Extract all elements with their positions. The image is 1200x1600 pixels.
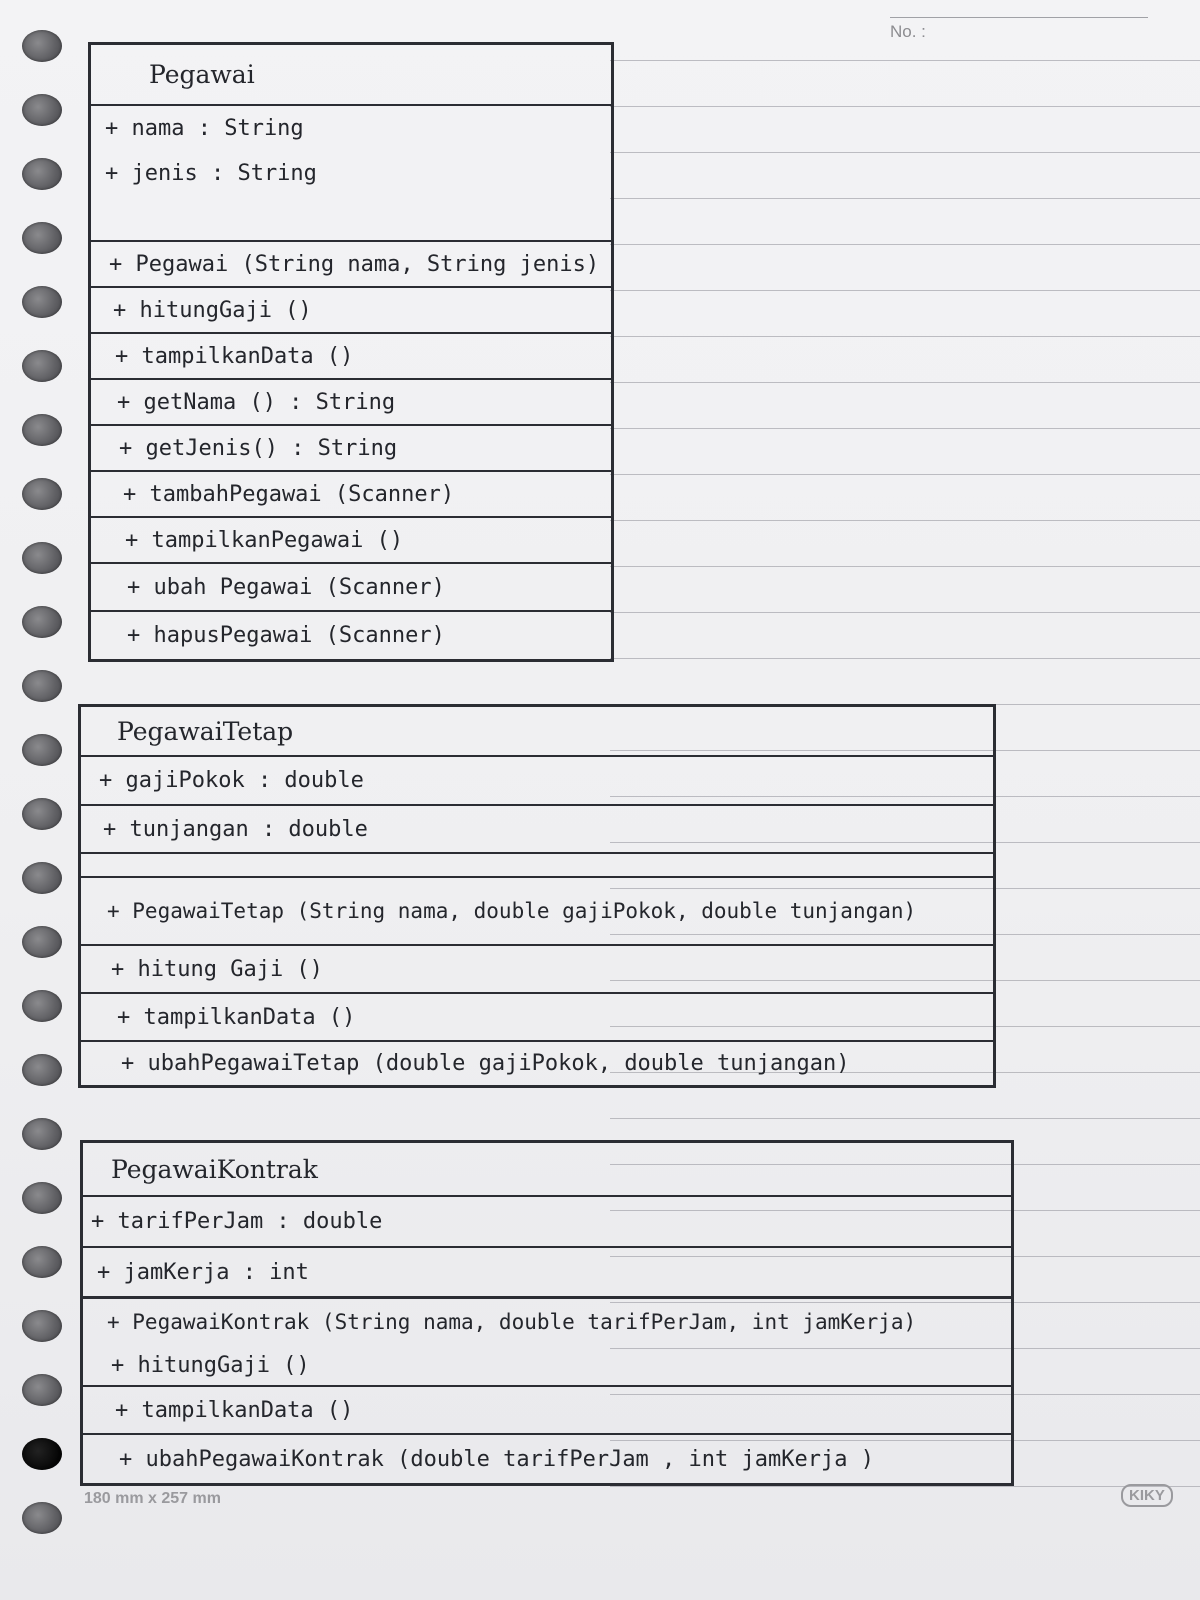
class-name-row [83,1143,1011,1195]
method-text: + hitungGaji () [111,1352,310,1378]
attribute-row [91,104,611,150]
method-text: + ubahPegawaiKontrak (double tarifPerJam , int jamKerja ) [119,1446,874,1472]
binder-hole [22,30,62,62]
ruled-line [610,428,1200,429]
method-text: + PegawaiKontrak (String nama, double tarifPerJam, int jamKerja) [107,1310,917,1334]
class-name: Pegawai [149,60,255,89]
method-text: + getNama () : String [117,389,396,415]
method-row [91,424,611,470]
binder-hole [22,158,62,190]
class-box-pegawai [88,42,614,662]
attribute-row [91,150,611,196]
class-box-pegawai-tetap [78,704,996,1088]
method-row [81,1040,993,1085]
method-text: + tambahPegawai (Scanner) [123,481,455,507]
binder-hole [22,798,62,830]
method-row [91,516,611,562]
binder-hole [22,1438,62,1470]
method-row [83,1433,1011,1483]
ruled-line [610,152,1200,153]
attribute-spacer [81,852,993,876]
attribute-text: + tarifPerJam : double [91,1209,383,1234]
method-row [81,944,993,992]
number-line [890,17,1148,18]
binder-hole [22,1182,62,1214]
binder-hole [22,1310,62,1342]
class-name: PegawaiTetap [117,716,294,746]
ruled-line [610,566,1200,567]
brand-logo: KIKY [1121,1484,1173,1507]
class-name-row [91,45,611,104]
binder-hole [22,1502,62,1534]
binder-hole [22,414,62,446]
ruled-line [610,244,1200,245]
method-row [91,378,611,424]
ruled-line [610,106,1200,107]
method-text: + hitung Gaji () [111,956,323,982]
attribute-text: + tunjangan : double [103,816,368,842]
method-row [81,992,993,1040]
method-text: + ubah Pegawai (Scanner) [127,574,445,600]
paper-size-label: 180 mm x 257 mm [84,1490,221,1507]
method-row [83,1345,1011,1385]
method-text: + tampilkanData () [117,1004,356,1030]
attribute-row [83,1246,1011,1296]
page-number-label: No. : [890,22,926,41]
ruled-line [610,1118,1200,1119]
class-box-pegawai-kontrak [80,1140,1014,1486]
method-row [83,1385,1011,1433]
method-text: + tampilkanData () [115,343,354,369]
attribute-row [81,804,993,852]
attribute-text: + gajiPokok : double [99,768,364,793]
ruled-line [610,290,1200,291]
binder-hole [22,734,62,766]
method-row [91,332,611,378]
attribute-text: + jamKerja : int [97,1259,309,1285]
class-name: PegawaiKontrak [111,1154,318,1184]
binder-hole [22,478,62,510]
binder-hole [22,990,62,1022]
binder-hole [22,862,62,894]
binder-hole [22,542,62,574]
binder-hole [22,670,62,702]
method-row [83,1296,1011,1345]
ruled-line [610,658,1200,659]
method-text: + tampilkanPegawai () [125,527,404,553]
binder-hole [22,606,62,638]
attribute-text: + nama : String [105,115,304,141]
ruled-line [610,336,1200,337]
attribute-text: + jenis : String [105,160,317,186]
ruled-line [610,1486,1200,1487]
binder-hole [22,1246,62,1278]
method-row [91,286,611,332]
binder-hole [22,1118,62,1150]
method-text: + Pegawai (String nama, String jenis) [109,251,600,277]
binder-hole [22,926,62,958]
binder-hole [22,222,62,254]
ruled-line [610,198,1200,199]
method-row [91,562,611,610]
method-row [81,876,993,944]
method-text: + PegawaiTetap (String nama, double gajiPokok, double tunjangan) [107,899,917,923]
binder-hole [22,1374,62,1406]
ruled-line [610,612,1200,613]
binder-hole [22,94,62,126]
method-text: + hitungGaji () [113,297,312,323]
attribute-spacer [91,196,611,240]
binder-hole [22,286,62,318]
attribute-row [81,755,993,804]
method-text: + tampilkanData () [115,1397,354,1423]
ruled-line [610,60,1200,61]
method-row [91,240,611,286]
ruled-line [610,382,1200,383]
method-text: + getJenis() : String [119,435,398,461]
method-row [91,610,611,659]
attribute-row [83,1195,1011,1246]
ruled-line [610,474,1200,475]
ruled-line [610,520,1200,521]
method-row [91,470,611,516]
class-name-row [81,707,993,755]
method-text: + hapusPegawai (Scanner) [127,623,445,648]
binder-hole [22,1054,62,1086]
binder-hole [22,350,62,382]
method-text: + ubahPegawaiTetap (double gajiPokok, double tunjangan) [121,1051,850,1076]
